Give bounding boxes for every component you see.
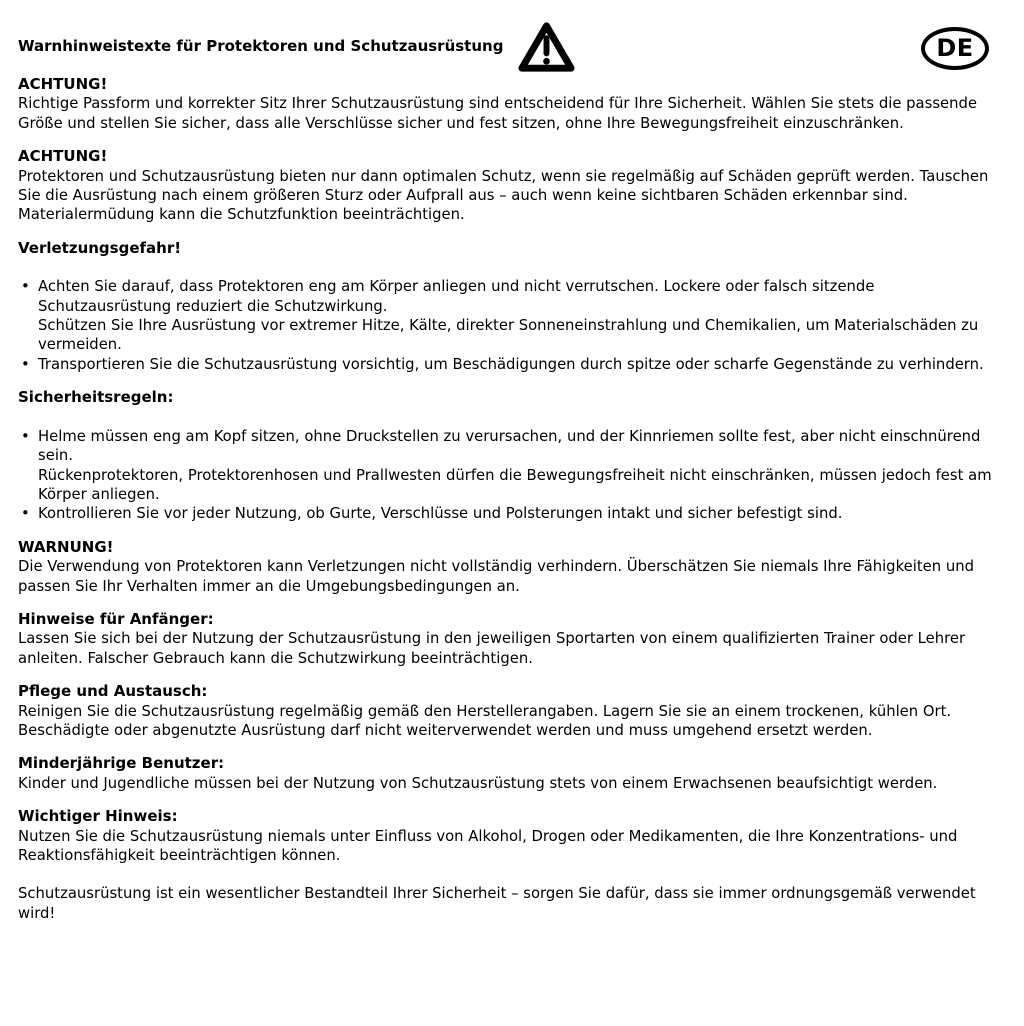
section-minderjaehrige <box>18 754 994 793</box>
section-heading: ACHTUNG! <box>18 75 108 93</box>
section-warnung <box>18 538 994 596</box>
list-item-paragraph: • Transportieren Sie die Schutzausrüstung vorsichtig, um Beschädigungen durch spitze oder scharfe Gegenstände zu verhindern. <box>38 355 984 373</box>
bullet-list <box>18 427 994 524</box>
section-achtung-2 <box>18 147 994 225</box>
list-item-paragraph: Rückenprotektoren, Protektorenhosen und Prallwesten dürfen die Bewegungsfreiheit nicht einschränken, müssen jedoch fest am Körper anliegen. <box>38 466 992 503</box>
section-heading: WARNUNG! <box>18 537 114 556</box>
section-heading: Wichtiger Hinweis: <box>18 807 178 826</box>
document-header <box>18 0 994 75</box>
section-hinweise-anfaenger <box>18 610 994 668</box>
section-verletzungsgefahr <box>18 239 994 374</box>
section-heading: Hinweise für Anfänger: <box>18 609 214 628</box>
list-item <box>38 277 994 355</box>
list-item-paragraph: • Helme müssen eng am Kopf sitzen, ohne Druckstellen zu verursachen, und der Kinnriemen sollte fest, aber nicht einschnürend sein. <box>38 427 981 465</box>
list-item <box>38 504 994 523</box>
language-badge-label: DE <box>936 33 974 62</box>
list-item-paragraph: Schützen Sie Ihre Ausrüstung vor extremer Hitze, Kälte, direkter Sonneneinstrahlung und Chemikalien, um Materialschäden zu vermeiden. <box>38 317 979 354</box>
section-paragraph: Die Verwendung von Protektoren kann Verletzungen nicht vollständig verhindern. Überschätzen Sie niemals Ihre Fähigkeiten und passen Sie Ihr Verhalten immer an die Umgebungsbedingungen an. <box>18 558 974 595</box>
section-paragraph: Richtige Passform und korrekter Sitz Ihrer Schutzausrüstung sind entscheidend für Ihre Sicherheit. Wählen Sie stets die passende Größe und stellen Sie sicher, dass alle Verschlüsse sicher und fest sitzen, ohne Ihre Bewegungsfreiheit einzuschränken. <box>18 95 978 132</box>
section-heading: ACHTUNG! <box>18 147 108 166</box>
section-achtung-1 <box>18 75 994 133</box>
section-heading: Verletzungsgefahr! <box>18 238 182 257</box>
section-paragraph: Protektoren und Schutzausrüstung bieten nur dann optimalen Schutz, wenn sie regelmäßig auf Schäden geprüft werden. Tauschen Sie die Ausrüstung nach einem größeren Sturz oder Aufprall aus – auch wenn keine sichtbaren Schäden erkennbar sind. Materialermüdung kann die Schutzfunktion beeinträchtigen. <box>18 167 989 224</box>
section-pflege-austausch <box>18 682 994 740</box>
list-item-paragraph: • Kontrollieren Sie vor jeder Nutzung, ob Gurte, Verschlüsse und Polsterungen intakt und sicher befestigt sind. <box>38 505 843 523</box>
section-heading: Pflege und Austausch: <box>18 682 208 701</box>
section-wichtiger-hinweis <box>18 807 994 865</box>
section-paragraph: Kinder und Jugendliche müssen bei der Nutzung von Schutzausrüstung stets von einem Erwachsenen beaufsichtigt werden. <box>18 774 938 792</box>
list-item <box>38 427 994 505</box>
section-paragraph: Lassen Sie sich bei der Nutzung der Schutzausrüstung in den jeweiligen Sportarten von einem qualifizierten Trainer oder Lehrer anleiten. Falscher Gebrauch kann die Schutzwirkung beeinträchtigen. <box>18 630 966 667</box>
bullet-list <box>18 277 994 374</box>
section-paragraph: Reinigen Sie die Schutzausrüstung regelmäßig gemäß den Herstellerangaben. Lagern Sie sie an einem trockenen, kühlen Ort. Beschädigte oder abgenutzte Ausrüstung darf nicht weiterverwendet werden und muss umgehend ersetzt werden. <box>18 702 952 739</box>
page-title: Warnhinweistexte für Protektoren und Schutzausrüstung <box>18 37 504 55</box>
closing-statement: Schutzausrüstung ist ein wesentlicher Bestandteil Ihrer Sicherheit – sorgen Sie dafür, dass sie immer ordnungsgemäß verwendet wird! <box>18 885 976 922</box>
section-sicherheitsregeln <box>18 388 994 523</box>
language-badge <box>921 27 989 70</box>
section-heading: Minderjährige Benutzer: <box>18 754 225 773</box>
list-item-paragraph: • Achten Sie darauf, dass Protektoren eng am Körper anliegen und nicht verrutschen. Lockere oder falsch sitzende Schutzausrüstung reduziert die Schutzwirkung. <box>38 278 875 315</box>
list-item <box>38 355 994 374</box>
warning-triangle-icon <box>517 19 576 77</box>
section-heading: Sicherheitsregeln: <box>18 388 174 407</box>
section-paragraph: Nutzen Sie die Schutzausrüstung niemals unter Einfluss von Alkohol, Drogen oder Medikamenten, die Ihre Konzentrations- und Reaktionsfähigkeit beeinträchtigen können. <box>18 827 958 864</box>
